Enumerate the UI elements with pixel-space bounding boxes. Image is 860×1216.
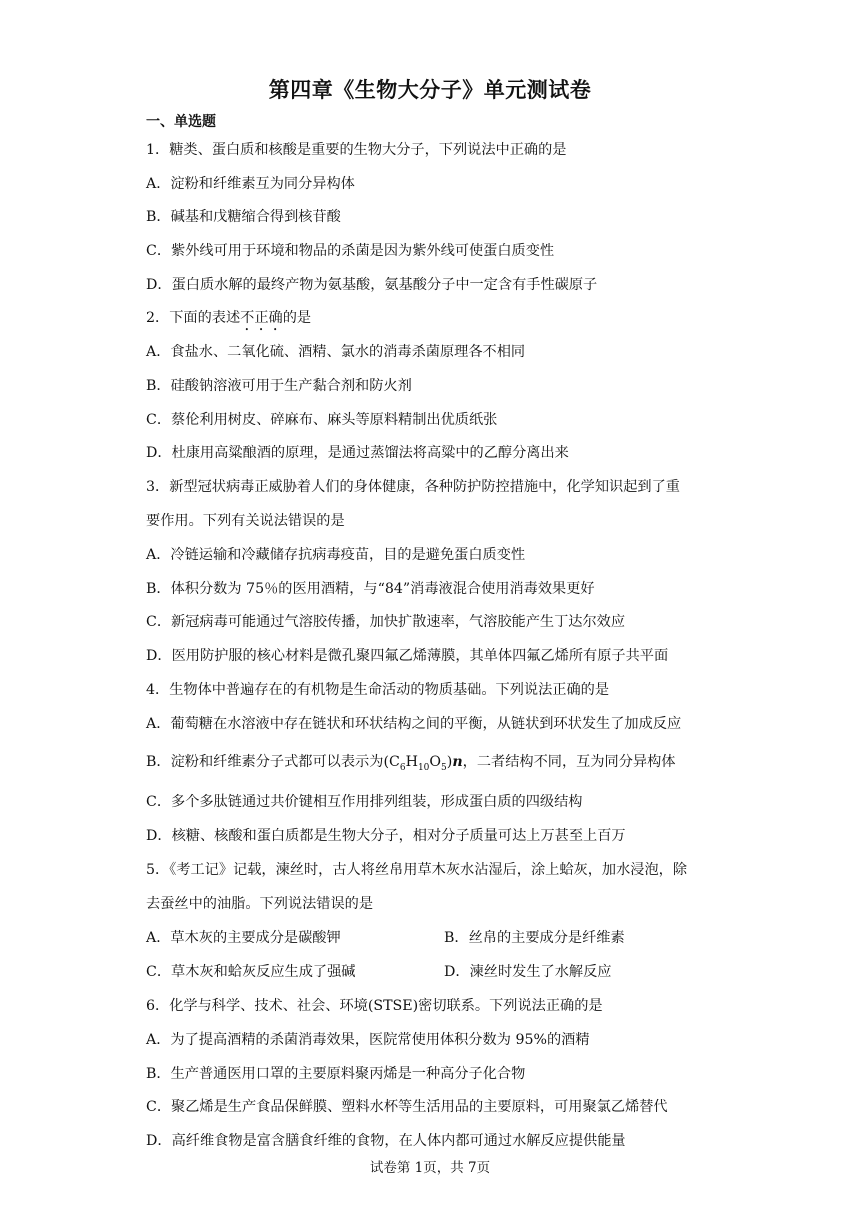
q3-stem-line1: 3．新型冠状病毒正威胁着人们的身体健康，各种防护防控措施中，化学知识起到了重 <box>146 479 680 495</box>
formula-sub-10: 10 <box>417 762 430 773</box>
q2-stem <box>146 308 311 334</box>
q3-option-d: D．医用防护服的核心材料是微孔聚四氟乙烯薄膜，其单体四氟乙烯所有原子共平面 <box>146 648 669 664</box>
page-title: 第四章《生物大分子》单元测试卷 <box>268 78 592 102</box>
q4-option-b <box>146 752 675 778</box>
q3-option-c: C．新冠病毒可能通过气溶胶传播，加快扩散速率，气溶胶能产生丁达尔效应 <box>146 614 626 630</box>
q4-option-c: C．多个多肽链通过共价键相互作用排列组装，形成蛋白质的四级结构 <box>146 794 583 810</box>
q2-option-c: C．蔡伦利用树皮、碎麻布、麻头等原料精制出优质纸张 <box>146 412 498 428</box>
q2-option-b: B．硅酸钠溶液可用于生产黏合剂和防火剂 <box>146 378 412 394</box>
q1-option-b: B．碱基和戊糖缩合得到核苷酸 <box>146 209 341 225</box>
q6-option-b: B．生产普通医用口罩的主要原料聚丙烯是一种高分子化合物 <box>146 1066 526 1082</box>
q4-option-b-pre: B．淀粉和纤维素分子式都可以表示为 <box>146 754 384 770</box>
formula-n: n <box>452 754 463 770</box>
q5-stem-line2: 去蚕丝中的油脂。下列说法错误的是 <box>146 896 374 912</box>
q3-stem-line2: 要作用。下列有关说法错误的是 <box>146 513 345 529</box>
q3-option-a: A．冷链运输和冷藏储存抗病毒疫苗，目的是避免蛋白质变性 <box>146 547 526 563</box>
q1-option-a: A．淀粉和纤维素互为同分异构体 <box>146 176 355 192</box>
q4-option-b-post: ，二者结构不同，互为同分异构体 <box>462 754 676 770</box>
formula-h: H <box>405 754 418 770</box>
section-heading: 一、单选题 <box>146 114 216 130</box>
q6-stem: 6．化学与科学、技术、社会、环境(STSE)密切联系。下列说法正确的是 <box>146 998 603 1014</box>
q1-stem: 1．糖类、蛋白质和核酸是重要的生物大分子，下列说法中正确的是 <box>146 142 567 158</box>
q5-stem-line1: 5．《考工记》记载，湅丝时，古人将丝帛用草木灰水沾湿后，涂上蛤灰，加水浸泡，除 <box>146 862 688 878</box>
formula-sub-5: 5 <box>441 762 447 773</box>
q1-option-d: D．蛋白质水解的最终产物为氨基酸，氨基酸分子中一定含有手性碳原子 <box>146 277 598 293</box>
q2-stem-pre: 2．下面的表述 <box>146 310 241 326</box>
formula-o: O <box>429 754 442 770</box>
q2-option-d: D．杜康用高粱酿酒的原理，是通过蒸馏法将高粱中的乙醇分离出来 <box>146 445 569 461</box>
q5-option-d: D．湅丝时发生了水解反应 <box>444 964 612 980</box>
q2-option-a: A．食盐水、二氧化硫、酒精、氯水的消毒杀菌原理各不相同 <box>146 344 526 360</box>
q5-option-c: C．草木灰和蛤灰反应生成了强碱 <box>146 964 356 980</box>
chemical-formula: $(C_6H_{10}O_5)n$ <box>383 754 463 773</box>
q6-option-c: C．聚乙烯是生产食品保鲜膜、塑料水杯等生活用品的主要原料，可用聚氯乙烯替代 <box>146 1099 668 1115</box>
q5-option-b: B．丝帛的主要成分是纤维素 <box>444 930 625 946</box>
q4-option-a: A．葡萄糖在水溶液中存在链状和环状结构之间的平衡，从链状到环状发生了加成反应 <box>146 716 682 732</box>
q4-option-d: D．核糖、核酸和蛋白质都是生物大分子，相对分子质量可达上万甚至上百万 <box>146 828 626 844</box>
q2-stem-emphasis: 不正确 <box>240 310 283 326</box>
page-footer: 试卷第 1页，共 7页 <box>369 1160 491 1176</box>
q6-option-d: D．高纤维食物是富含膳食纤维的食物，在人体内都可通过水解反应提供能量 <box>146 1133 626 1149</box>
q4-stem: 4．生物体中普遍存在的有机物是生命活动的物质基础。下列说法正确的是 <box>146 682 610 698</box>
formula-c: C <box>388 754 400 770</box>
q5-option-a: A．草木灰的主要成分是碳酸钾 <box>146 930 341 946</box>
q3-option-b: B．体积分数为 75％的医用酒精，与“84”消毒液混合使用消毒效果更好 <box>146 581 595 597</box>
q6-option-a: A．为了提高酒精的杀菌消毒效果，医院常使用体积分数为 95%的酒精 <box>146 1032 590 1048</box>
q1-option-c: C．紫外线可用于环境和物品的杀菌是因为紫外线可使蛋白质变性 <box>146 243 555 259</box>
formula-sub-6: 6 <box>399 762 406 773</box>
q2-stem-post: 的是 <box>282 310 312 326</box>
